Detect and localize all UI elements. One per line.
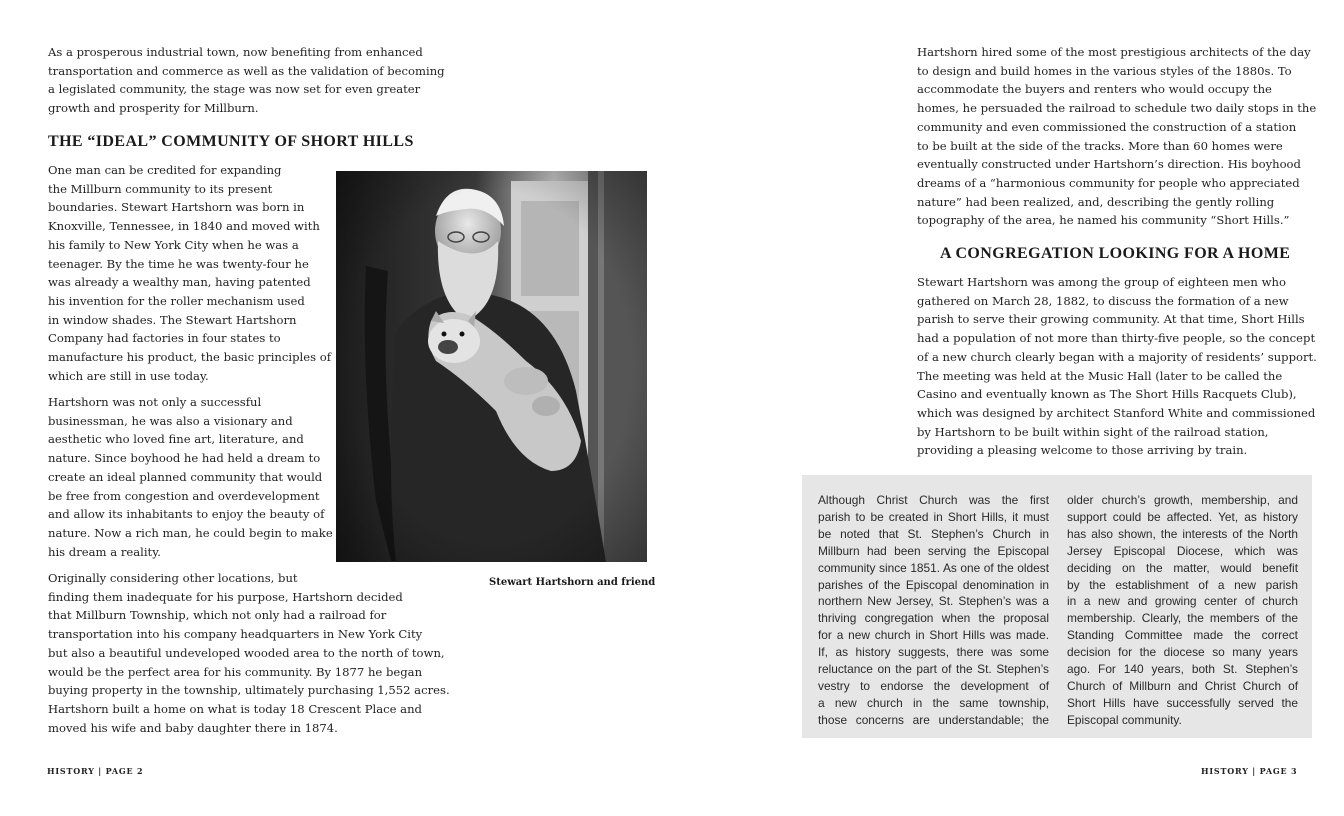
footer-left: HISTORY | PAGE 2 [47, 766, 144, 776]
section-heading-congregation: A CONGREGATION LOOKING FOR A HOME [940, 245, 1291, 262]
photo-image [336, 171, 647, 562]
paragraph-hartshorn-architects: Hartshorn hired some of the most prestigious architects of the day to design and build homes in the various styles of the 1880s. To accommodate the buyers and renters who would occupy the homes, he persuaded the railroad to schedule two daily stops in the community and even commissioned the construction of a station to be built at the side of the tracks. More than 60 homes were eventually constructed under Hartshorn’s direction. His boyhood dreams of a “harmonious community for people who appreciated nature” had been realized, and, describing the gently rolling topography of the area, he named his community “Short Hills.” [917, 45, 1317, 228]
intro-paragraph: As a prosperous industrial town, now benefiting from enhanced transportation and commerce as well as the validation of becoming a legislated community, the stage was now set for even greater growth and prosperity for Millburn. [48, 45, 445, 116]
sidebar-column-2: older church’s growth, membership, and support could be affected. Yet, as history has also shown, the interests of the North Jersey Episcopal Diocese, which was deciding on the matter, would benefit by the establishment of a new parish in a new and growing center of church membership. Clearly, the members of the Standing Committee made the correct decision for the diocese so many years ago. For 140 years, both St. Stephen’s Church of Millburn and Christ Church of Short Hills have successfully served the Episcopal community. [1067, 493, 1298, 727]
photo-hartshorn-with-dog [336, 171, 647, 562]
paragraph-hartshorn-intro: One man can be credited for expanding the Millburn community to its present boundaries. Stewart Hartshorn was born in Knoxville, Tennessee, in 1840 and moved with his family to New York City when he was a teenager. By the time he was twenty-four he was already a wealthy man, having patented his invention for the roller mechanism used in window shades. The Stewart Hartshorn Company had factories in four states to manufacture his product, the basic principles of which are still in use today. [48, 163, 331, 383]
section-heading-ideal-community: THE “IDEAL” COMMUNITY OF SHORT HILLS [48, 133, 414, 150]
paragraph-congregation: Stewart Hartshorn was among the group of eighteen men who gathered on March 28, 1882, to discuss the formation of a new parish to serve their growing community. At that time, Short Hills had a population of not more than thirty-five people, so the concept of a new church clearly began with a majority of residents’ support. The meeting was held at the Music Hall (later to be called the Casino and eventually known as The Short Hills Racquets Club), which was designed by architect Stanford White and commissioned by Hartshorn to be built within sight of the railroad station, providing a pleasing welcome to those arriving by train. [917, 275, 1317, 458]
paragraph-millburn-township: Originally considering other locations, but finding them inadequate for his purpose, Hartshorn decided that Millburn Township, which not only had a railroad for transportation into his company headquarters in New York City but also a beautiful undeveloped wooded area to the north of town, would be the perfect area for his community. By 1877 he began buying property in the township, ultimately purchasing 1,552 acres. Hartshorn built a home on what is today 18 Crescent Place and moved his wife and baby daughter there in 1874. [48, 571, 450, 735]
paragraph-hartshorn-visionary: Hartshorn was not only a successful businessman, he was also a visionary and aesthetic who loved fine art, literature, and nature. Since boyhood he had held a dream to create an ideal planned community that would be free from congestion and overdevelopment and allow its inhabitants to enjoy the beauty of nature. Now a rich man, he could begin to make his dream a reality. [48, 395, 333, 559]
footer-right: HISTORY | PAGE 3 [1201, 766, 1298, 776]
photo-caption: Stewart Hartshorn and friend [489, 577, 656, 588]
sidebar-christ-church-note [802, 475, 1312, 738]
sidebar-column-1: Although Christ Church was the first parish to be created in Short Hills, it must be noted that St. Stephen’s Church in Millburn had been serving the Episcopal community since 1851. As one of the oldest parishes of the Episcopal denomination in northern New Jersey, St. Stephen’s was a thriving congregation when the proposal for a new church in Short Hills was made. If, as history suggests, there was some reluctance on the part of the St. Stephen’s vestry to endorse the development of a new church in the same township, those concerns are understandable; the [818, 493, 1049, 727]
